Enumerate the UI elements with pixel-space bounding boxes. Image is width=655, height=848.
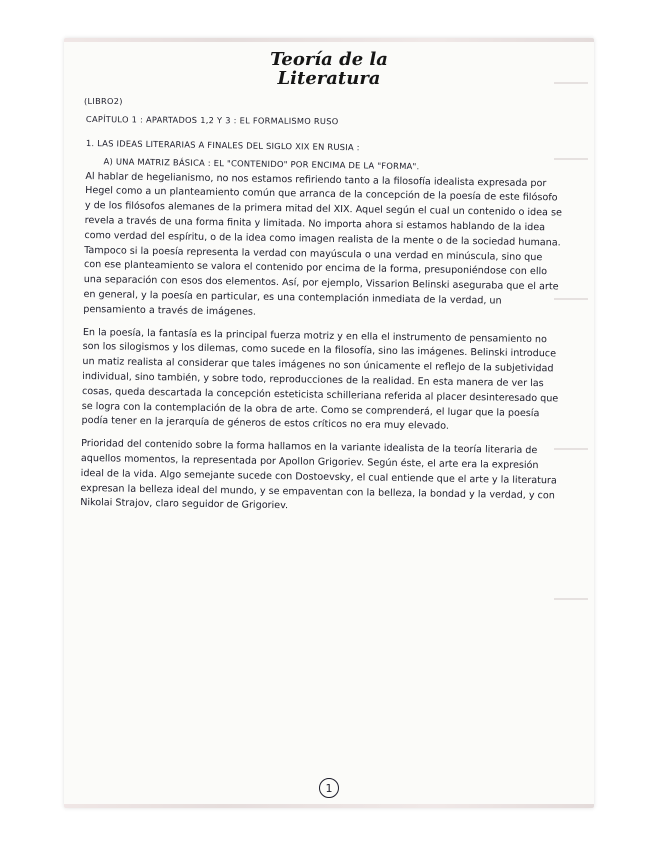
subsection-heading: A) UNA MATRIZ BÁSICA : EL "CONTENIDO" POR ENCIMA DE LA "FORMA". [103, 156, 420, 172]
page-top-edge [64, 38, 594, 42]
bleed-through-mark [554, 598, 588, 600]
paragraph: En la poesía, la fantasía es la principal fuerza motriz y en ella el instrumento de pensamiento no son los silogismos y los dilemas, como sucede en la filosofía, sino las imágenes. Belinski introduce un matiz realista al considerar que tales imágenes no son únicamente el reflejo de la subjetividad individual, sino también, y sobre todo, reproducciones de la realidad. En esta manera de ver las cosas, queda descartada la concepción esteticista schilleriana referida al placer desinteresado que se logra con la contemplación de la obra de arte. Como se comprenderá, el lugar que la poesía podía tener en la jerarquía de géneros de estos críticos no era muy elevado. [81, 326, 559, 433]
page-number: 1 [319, 778, 339, 798]
title-line-1: Teoría de la [270, 49, 388, 70]
paragraph: Prioridad del contenido sobre la forma hallamos en la variante idealista de la teoría literaria de aquellos momentos, la representada por Apollon Grigoriev. Según éste, el arte era la expresión ideal de la vida. Algo semejante sucede con Dostoevsky, el cual entiende que el arte y la literatura expresan la belleza ideal del mundo, y se empaventan con la belleza, la bondad y la verdad, y con Nikolai Strajov, claro seguidor de Grigoriev. [80, 438, 557, 512]
section-heading: 1. LAS IDEAS LITERARIAS A FINALES DEL SIGLO XIX EN RUSIA : [85, 137, 360, 153]
title-line-2: Literatura [277, 68, 381, 89]
book-label: (LIBRO2) [84, 96, 123, 106]
paragraph: Al hablar de hegelianismo, no nos estamos refiriendo tanto a la filosofía idealista expresada por Hegel como a un planteamiento común que arranca de la concepción de la poesía de este filósofo y de los filósofos alemanes de la primera mitad del XIX. Aquel según el cual un contenido o idea se revela a través de una forma finita y limitada. No importa ahora si estamos hablando de la idea como verdad del espíritu, o de la idea como imagen realista de la mente o de la sociedad humana. Tampoco si la poesía representa la verdad con mayúscula o una verdad en minúscula, sino que con ese planteamiento se valora el contenido por encima de la forma, presuponiéndose con ello una separación con esos dos elementos. Así, por ejemplo, Vissarion Belinski aseguraba que el arte en general, y la poesía en particular, es una contemplación inmediata de la verdad, un pensamiento a través de imágenes. [83, 170, 562, 318]
page-title [64, 50, 594, 88]
chapter-heading: CAPÍTULO 1 : APARTADOS 1,2 Y 3 : EL FORMALISMO RUSO [85, 114, 339, 127]
notes-body [80, 136, 564, 527]
notebook-page [64, 38, 594, 808]
page-bottom-edge [64, 804, 594, 808]
